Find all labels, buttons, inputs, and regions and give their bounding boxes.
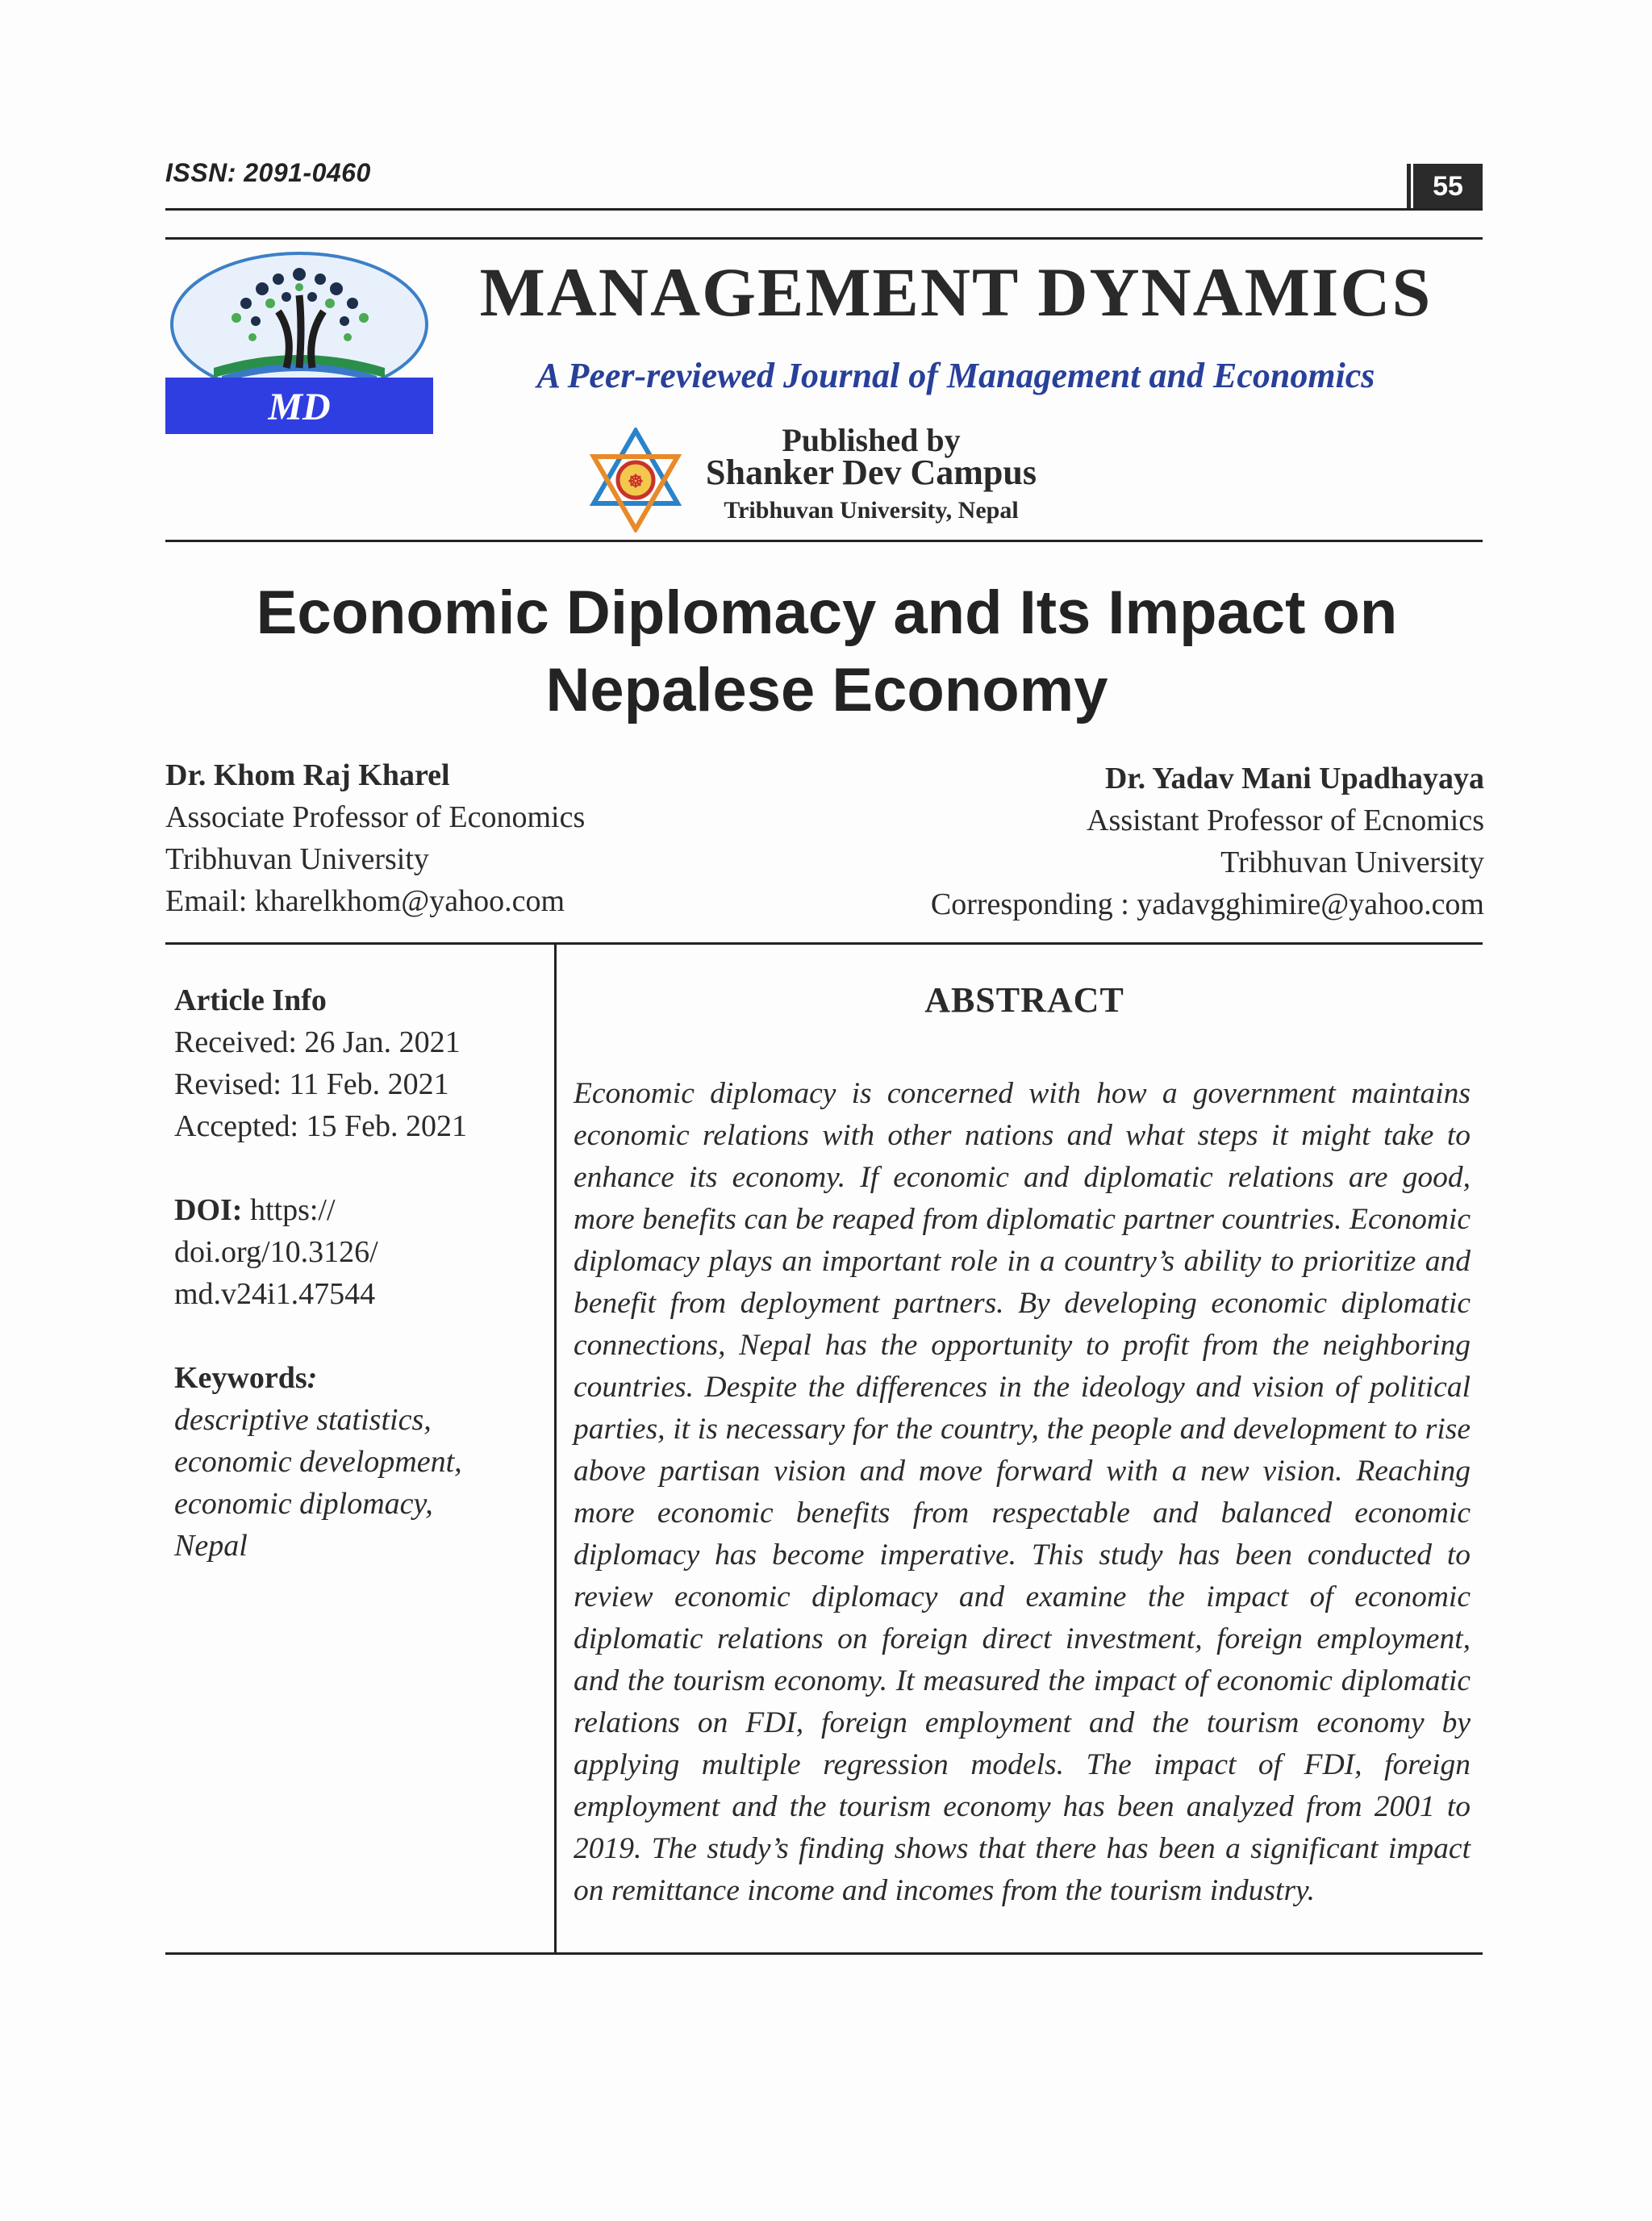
article-title-line-2: Nepalese Economy xyxy=(545,656,1108,724)
keyword-item: economic development, xyxy=(174,1445,462,1479)
author-affiliation: Tribhuvan University xyxy=(1220,845,1484,879)
author-block-2 xyxy=(774,758,1484,925)
doi-value-part-1[interactable]: https:// xyxy=(242,1193,336,1227)
article-info-heading: Article Info xyxy=(174,983,327,1017)
author-affiliation: Tribhuvan University xyxy=(165,842,429,876)
masthead-top-rule xyxy=(165,237,1483,240)
logo-monogram: MD xyxy=(268,386,331,428)
author-email: Email: kharelkhom@yahoo.com xyxy=(165,884,565,918)
author-position: Associate Professor of Economics xyxy=(165,800,586,834)
doi-value-part-3[interactable]: md.v24i1.47544 xyxy=(174,1277,376,1311)
publisher-emblem xyxy=(587,428,684,532)
keyword-item: descriptive statistics, xyxy=(174,1403,432,1437)
journal-logo xyxy=(165,247,433,434)
article-title xyxy=(121,574,1533,729)
abstract-bottom-rule xyxy=(165,1952,1483,1955)
author-name: Dr. Khom Raj Kharel xyxy=(165,758,450,792)
column-divider xyxy=(554,944,557,1952)
author-position: Assistant Professor of Ecnomics xyxy=(1087,804,1484,837)
header-rule xyxy=(165,208,1483,211)
abstract-heading: ABSTRACT xyxy=(924,980,1124,1020)
keyword-item: Nepal xyxy=(174,1529,248,1563)
author-email: Corresponding : yadavgghimire@yahoo.com xyxy=(930,887,1484,921)
journal-tagline: A Peer-reviewed Journal of Management and Economics xyxy=(536,356,1375,395)
article-info-panel xyxy=(174,979,553,1567)
page-number: 55 xyxy=(1413,164,1483,209)
abstract-text: Economic diplomacy is concerned with how a government maintains economic relations with other nations and what steps it might take to enhance its economy. If economic and diplomatic relations are good, more benefits can be reaped from diplomatic partner countries. Economic diplomacy plays an important role in a country’s ability to prioritize and benefit from deployment partners. By developing economic diplomatic connections, Nepal has the opportunity to profit from the neighboring countries. Despite the differences in the ideology and vision of political parties, it is necessary for the country, the people and development to rise above partisan vision and move forward with a new vision. Reaching more economic benefits from respectable and balanced economic diplomacy has become imperative. This study has been conducted to review economic diplomacy and examine the impact of economic diplomatic relations on foreign direct investment, foreign employment, and the tourism economy. It measured the impact of economic diplomatic relations on FDI, foreign employment and the tourism economy by applying multiple regression models. The impact of FDI, foreign employment and the tourism economy has been analyzed from 2001 to 2019. The study’s finding shows that there has been a significant impact on remittance income and incomes from the tourism industry. xyxy=(574,1077,1471,1907)
publisher-university: Tribhuvan University, Nepal xyxy=(724,497,1019,524)
keywords-colon: : xyxy=(307,1361,318,1395)
revised-date: Revised: 11 Feb. 2021 xyxy=(174,1067,449,1101)
issn-label: ISSN: 2091-0460 xyxy=(165,158,371,187)
keywords-heading-line xyxy=(174,1357,553,1399)
authors-bottom-rule xyxy=(165,942,1483,945)
journal-title: MANAGEMENT DYNAMICS xyxy=(479,253,1433,331)
tree-book-logo-icon xyxy=(165,247,433,434)
doi-line xyxy=(174,1189,553,1231)
doi-label: DOI: xyxy=(174,1193,243,1227)
star-emblem-icon xyxy=(587,428,684,532)
article-title-line-1: Economic Diplomacy and Its Impact on xyxy=(256,578,1398,647)
accepted-date: Accepted: 15 Feb. 2021 xyxy=(174,1109,468,1143)
published-by-label: Published by xyxy=(782,422,961,458)
page-number-accent xyxy=(1407,164,1411,209)
author-block-1 xyxy=(165,754,811,922)
received-date: Received: 26 Jan. 2021 xyxy=(174,1025,461,1059)
keyword-item: economic diplomacy, xyxy=(174,1487,433,1521)
masthead-bottom-rule xyxy=(165,540,1483,542)
publisher-name: Shanker Dev Campus xyxy=(706,453,1037,492)
svg-text:☸: ☸ xyxy=(628,471,644,491)
doi-value-part-2[interactable]: doi.org/10.3126/ xyxy=(174,1235,378,1269)
author-name: Dr. Yadav Mani Upadhayaya xyxy=(1104,762,1484,795)
keywords-label: Keywords xyxy=(174,1361,307,1395)
